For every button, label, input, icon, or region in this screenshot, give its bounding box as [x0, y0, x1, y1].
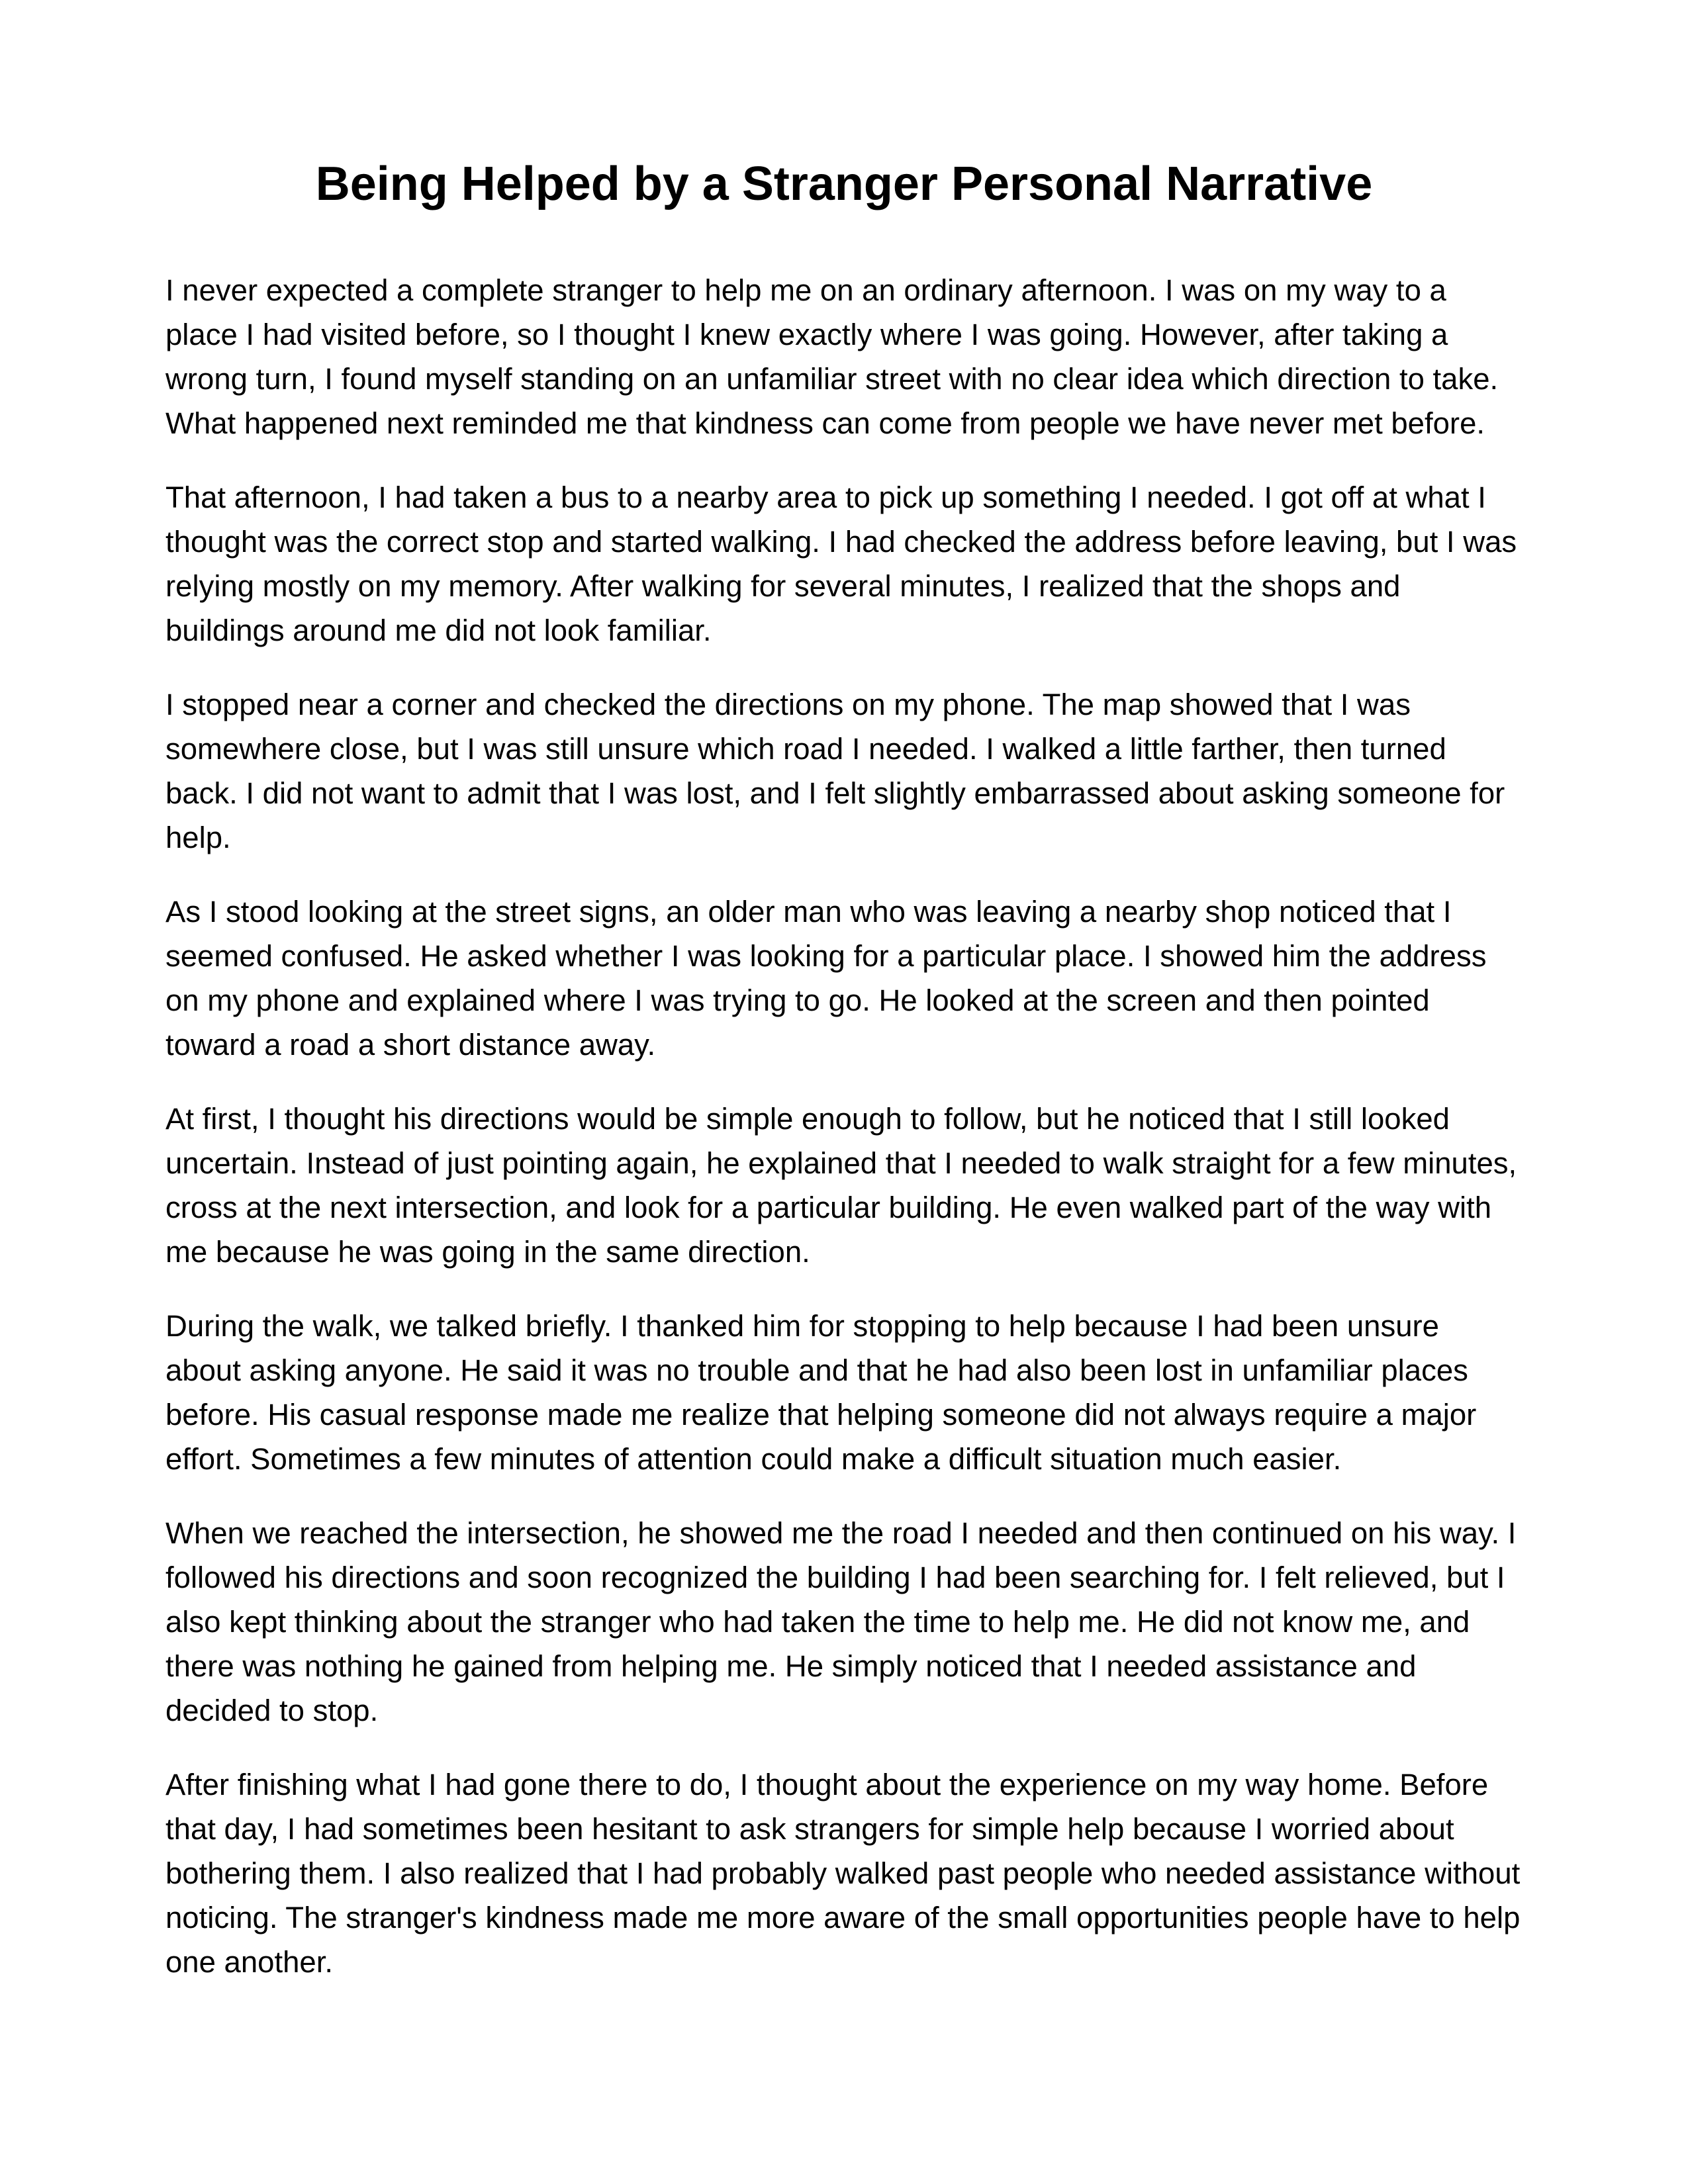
document-title: Being Helped by a Stranger Personal Narrative — [315, 158, 1373, 210]
paragraph-3: I stopped near a corner and checked the directions on my phone. The map showed that I was somewhere close, but I was still unsure which road I needed. I walked a little farther, then turned back. I did not want to admit that I was lost, and I felt slightly embarrassed about asking someone for help. — [165, 688, 1505, 854]
paragraph-4: As I stood looking at the street signs, an older man who was leaving a nearby shop noticed that I seemed confused. He asked whether I was looking for a particular place. I showed him the address on my phone and explained where I was trying to go. He looked at the screen and then pointed toward a road a short distance away. — [165, 895, 1487, 1062]
document-body — [165, 268, 1523, 2014]
paragraph-5: At first, I thought his directions would be simple enough to follow, but he noticed that I still looked uncertain. Instead of just pointing again, he explained that I needed to walk straight for a few minutes, cross at the next intersection, and look for a particular building. He even walked part of the way with me because he was going in the same direction. — [165, 1102, 1517, 1269]
paragraph-1: I never expected a complete stranger to help me on an ordinary afternoon. I was on my way to a place I had visited before, so I thought I knew exactly where I was going. However, after taking a wrong turn, I found myself standing on an unfamiliar street with no clear idea which direction to take. What happened next reminded me that kindness can come from people we have never met before. — [165, 273, 1499, 440]
paragraph-6: During the walk, we talked briefly. I thanked him for stopping to help because I had been unsure about asking anyone. He said it was no trouble and that he had also been lost in unfamiliar places before. His casual response made me realize that helping someone did not always require a major effort. Sometimes a few minutes of attention could make a difficult situation much easier. — [165, 1309, 1477, 1476]
paragraph-7: When we reached the intersection, he showed me the road I needed and then continued on his way. I followed his directions and soon recognized the building I had been searching for. I felt relieved, but I also kept thinking about the stranger who had taken the time to help me. He did not know me, and there was nothing he gained from helping me. He simply noticed that I needed assistance and decided to stop. — [165, 1516, 1517, 1727]
paragraph-8: After finishing what I had gone there to do, I thought about the experience on my way home. Before that day, I had sometimes been hesitant to ask strangers for simple help because I worried about bothering them. I also realized that I had probably walked past people who needed assistance without noticing. The stranger's kindness made me more aware of the small opportunities people have to help one another. — [165, 1768, 1521, 1979]
paragraph-2: That afternoon, I had taken a bus to a nearby area to pick up something I needed. I got off at what I thought was the correct stop and started walking. I had checked the address before leaving, but I was relying mostly on my memory. After walking for several minutes, I realized that the shops and buildings around me did not look familiar. — [165, 480, 1517, 647]
document-page — [165, 0, 1523, 2184]
